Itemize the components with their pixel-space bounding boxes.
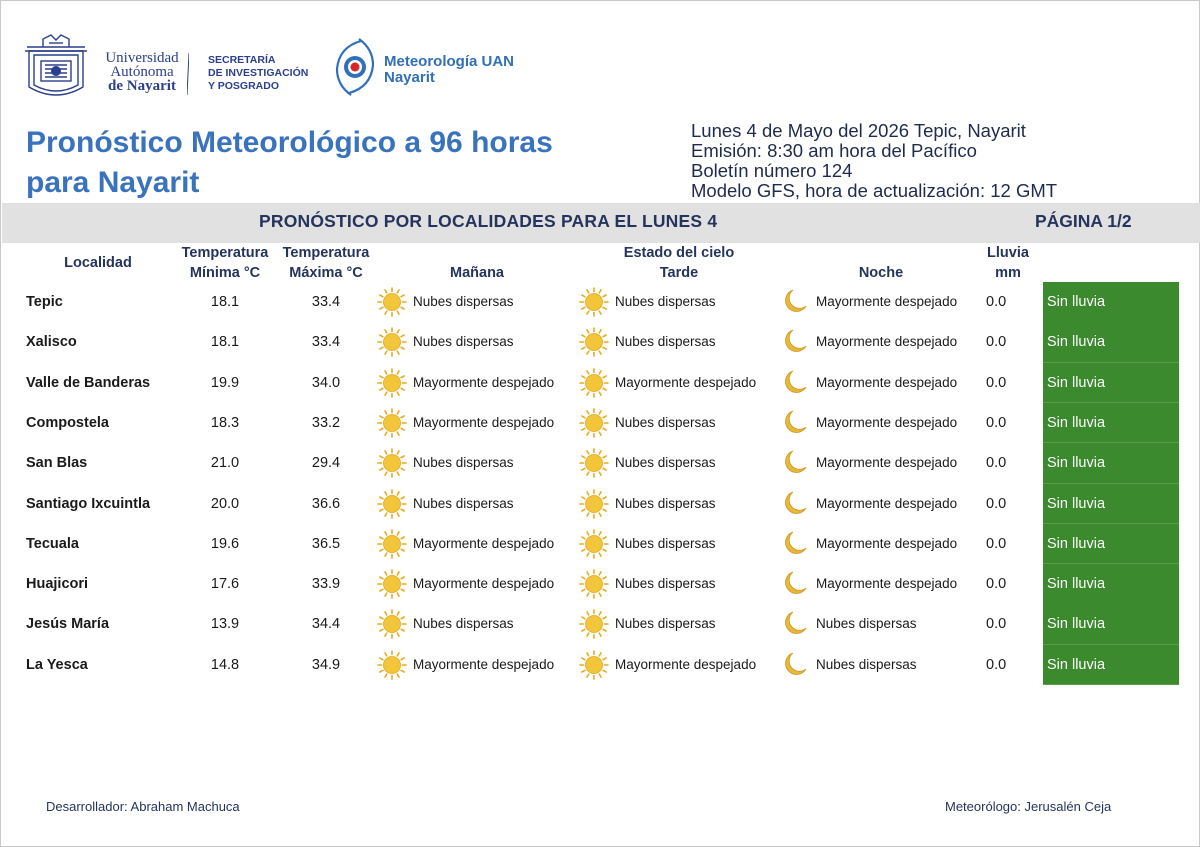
manana-cell: Mayormente despejado — [413, 576, 555, 592]
university-name — [97, 51, 187, 93]
table-row — [1, 604, 1200, 644]
tmax-cell: 29.4 — [311, 455, 341, 472]
bulletin-info — [691, 121, 1191, 201]
noche-cell: Mayormente despejado — [816, 495, 958, 511]
university-line-1: Universidad — [105, 50, 179, 66]
meteorologia-line-1: Meteorología UAN — [384, 53, 515, 70]
lluvia-cell: 0.0 — [986, 616, 1007, 633]
tmin-cell: 21.0 — [210, 455, 240, 472]
header-tmin — [173, 243, 277, 283]
header-lluvia-line-1: Lluvia — [987, 245, 1029, 261]
sun-icon — [579, 609, 609, 639]
tmin-cell: 19.9 — [210, 374, 240, 391]
lluvia-cell: 0.0 — [986, 495, 1007, 512]
tmin-cell: 18.3 — [210, 414, 240, 431]
sun-icon — [377, 569, 407, 599]
lluvia-cell: 0.0 — [986, 455, 1007, 472]
noche-cell: Mayormente despejado — [816, 334, 958, 350]
tarde-cell: Nubes dispersas — [615, 576, 716, 592]
sun-icon — [579, 408, 609, 438]
sun-icon — [377, 368, 407, 398]
header-tmin-line-1: Temperatura — [181, 245, 269, 261]
sun-icon — [579, 489, 609, 519]
manana-cell: Nubes dispersas — [413, 455, 514, 471]
meteorologia-name — [384, 54, 514, 86]
tmax-cell: 34.4 — [311, 616, 341, 633]
moon-icon — [779, 650, 809, 680]
lluvia-cell: 0.0 — [986, 656, 1007, 673]
tmax-cell: 33.2 — [311, 414, 341, 431]
status-badge: Sin lluvia — [1043, 645, 1179, 686]
sun-icon — [377, 448, 407, 478]
tmax-cell: 34.0 — [311, 374, 341, 391]
noche-cell: Nubes dispersas — [816, 616, 917, 632]
secretaria-line-2: DE INVESTIGACIÓN — [208, 67, 309, 79]
manana-cell: Mayormente despejado — [413, 656, 555, 672]
tarde-cell: Nubes dispersas — [615, 414, 716, 430]
sun-icon — [377, 489, 407, 519]
tmin-cell: 14.8 — [210, 656, 240, 673]
secretaria-line-1: SECRETARÍA — [208, 54, 276, 66]
status-badge: Sin lluvia — [1043, 443, 1179, 484]
noche-cell: Mayormente despejado — [816, 576, 958, 592]
moon-icon — [779, 529, 809, 559]
tarde-cell: Nubes dispersas — [615, 334, 716, 350]
info-emission: Emisión: 8:30 am hora del Pacífico — [691, 140, 977, 161]
sun-icon — [377, 327, 407, 357]
header-tmax-line-2: Máxima °C — [289, 265, 363, 281]
localidad-cell: La Yesca — [26, 656, 88, 673]
moon-icon — [779, 448, 809, 478]
localidad-cell: Santiago Ixcuintla — [26, 495, 151, 512]
sun-icon — [579, 368, 609, 398]
lluvia-cell: 0.0 — [986, 334, 1007, 351]
sun-icon — [579, 287, 609, 317]
noche-cell: Mayormente despejado — [816, 374, 958, 390]
meteorologia-line-2: Nayarit — [384, 69, 435, 86]
header-estado-cielo: Estado del cielo — [623, 245, 735, 261]
tmax-cell: 36.5 — [311, 535, 341, 552]
manana-cell: Mayormente despejado — [413, 535, 555, 551]
tarde-cell: Nubes dispersas — [615, 616, 716, 632]
localidad-cell: Tecuala — [26, 535, 79, 552]
localidad-cell: Compostela — [26, 414, 109, 431]
lluvia-cell: 0.0 — [986, 414, 1007, 431]
status-badge: Sin lluvia — [1043, 363, 1179, 404]
header-localidad: Localidad — [64, 255, 132, 271]
manana-cell: Mayormente despejado — [413, 374, 555, 390]
tmin-cell: 20.0 — [210, 495, 240, 512]
moon-icon — [779, 327, 809, 357]
sun-icon — [377, 609, 407, 639]
title-line-2: para Nayarit — [26, 166, 200, 199]
header-manana: Mañana — [450, 265, 504, 281]
university-line-3: de Nayarit — [108, 78, 176, 94]
lluvia-cell: 0.0 — [986, 374, 1007, 391]
manana-cell: Nubes dispersas — [413, 616, 514, 632]
lluvia-cell: 0.0 — [986, 294, 1007, 310]
moon-icon — [779, 408, 809, 438]
tmin-cell: 18.1 — [210, 334, 240, 351]
info-model: Modelo GFS, hora de actualización: 12 GMT — [691, 180, 1058, 201]
sun-icon — [377, 650, 407, 680]
table-row — [1, 484, 1200, 524]
sun-icon — [579, 529, 609, 559]
localidad-cell: Valle de Banderas — [26, 374, 151, 391]
title-line-1: Pronóstico Meteorológico a 96 horas — [26, 126, 553, 159]
developer-credit: Desarrollador: Abraham Machuca — [46, 799, 240, 814]
tarde-cell: Mayormente despejado — [615, 656, 757, 672]
tmax-cell: 33.9 — [311, 576, 341, 593]
status-badge: Sin lluvia — [1043, 524, 1179, 565]
header-tmin-line-2: Mínima °C — [189, 265, 261, 281]
status-badge: Sin lluvia — [1043, 604, 1179, 645]
noche-cell: Nubes dispersas — [816, 656, 917, 672]
info-bulletin-number: Boletín número 124 — [691, 160, 853, 181]
manana-cell: Nubes dispersas — [413, 495, 514, 511]
table-row — [1, 282, 1200, 322]
header-noche: Noche — [858, 265, 904, 281]
localidad-cell: Tepic — [26, 294, 63, 310]
status-badge: Sin lluvia — [1043, 403, 1179, 444]
noche-cell: Mayormente despejado — [816, 455, 958, 471]
sun-icon — [579, 448, 609, 478]
localidad-cell: Xalisco — [26, 334, 77, 351]
lluvia-cell: 0.0 — [986, 535, 1007, 552]
tarde-cell: Mayormente despejado — [615, 374, 757, 390]
localidad-cell: Jesús María — [26, 616, 110, 633]
sun-icon — [377, 408, 407, 438]
sun-icon — [579, 569, 609, 599]
table-row — [1, 403, 1200, 443]
manana-cell: Nubes dispersas — [413, 294, 514, 309]
sun-icon — [377, 287, 407, 317]
university-line-2: Autónoma — [110, 64, 174, 80]
tarde-cell: Nubes dispersas — [615, 294, 716, 309]
university-seal-icon — [21, 31, 91, 103]
tmax-cell: 33.4 — [311, 294, 341, 310]
tmin-cell: 19.6 — [210, 535, 240, 552]
tmin-cell: 18.1 — [210, 294, 240, 310]
moon-icon — [779, 569, 809, 599]
table-row — [1, 363, 1200, 403]
localidad-cell: Huajicori — [26, 576, 89, 593]
header-lluvia — [973, 243, 1043, 283]
localidad-cell: San Blas — [26, 455, 88, 472]
section-title: PRONÓSTICO POR LOCALIDADES PARA EL LUNES 4 — [259, 211, 718, 231]
tarde-cell: Nubes dispersas — [615, 495, 716, 511]
tmin-cell: 13.9 — [210, 616, 240, 633]
secretaria-name — [208, 54, 318, 93]
tmax-cell: 36.6 — [311, 495, 341, 512]
header-tmax — [274, 243, 378, 283]
sun-icon — [579, 650, 609, 680]
sun-icon — [377, 529, 407, 559]
noche-cell: Mayormente despejado — [816, 535, 958, 551]
moon-icon — [779, 609, 809, 639]
tarde-cell: Nubes dispersas — [615, 535, 716, 551]
noche-cell: Mayormente despejado — [816, 294, 958, 309]
status-badge: Sin lluvia — [1043, 282, 1179, 323]
table-row — [1, 524, 1200, 564]
table-row — [1, 443, 1200, 483]
header-lluvia-line-2: mm — [995, 265, 1021, 281]
status-badge: Sin lluvia — [1043, 484, 1179, 525]
hurricane-logo-icon — [331, 37, 379, 97]
info-date: Lunes 4 de Mayo del 2026 Tepic, Nayarit — [691, 120, 1026, 141]
sun-icon — [579, 327, 609, 357]
secretaria-line-3: Y POSGRADO — [208, 80, 279, 92]
lluvia-cell: 0.0 — [986, 576, 1007, 593]
header-tmax-line-1: Temperatura — [282, 245, 370, 261]
moon-icon — [779, 368, 809, 398]
table-row — [1, 322, 1200, 362]
manana-cell: Mayormente despejado — [413, 414, 555, 430]
tmax-cell: 33.4 — [311, 334, 341, 351]
divider-slash — [187, 53, 189, 95]
tarde-cell: Nubes dispersas — [615, 455, 716, 471]
moon-icon — [779, 287, 809, 317]
status-badge: Sin lluvia — [1043, 322, 1179, 363]
tmin-cell: 17.6 — [210, 576, 240, 593]
table-row — [1, 564, 1200, 604]
page-indicator: PÁGINA 1/2 — [1035, 211, 1132, 231]
tmax-cell: 34.9 — [311, 656, 341, 673]
table-row — [1, 645, 1200, 685]
meteorologist-credit: Meteorólogo: Jerusalén Ceja — [945, 799, 1112, 814]
moon-icon — [779, 489, 809, 519]
manana-cell: Nubes dispersas — [413, 334, 514, 350]
noche-cell: Mayormente despejado — [816, 414, 958, 430]
status-badge: Sin lluvia — [1043, 564, 1179, 605]
header-tarde: Tarde — [659, 265, 699, 281]
page-title — [26, 123, 626, 203]
